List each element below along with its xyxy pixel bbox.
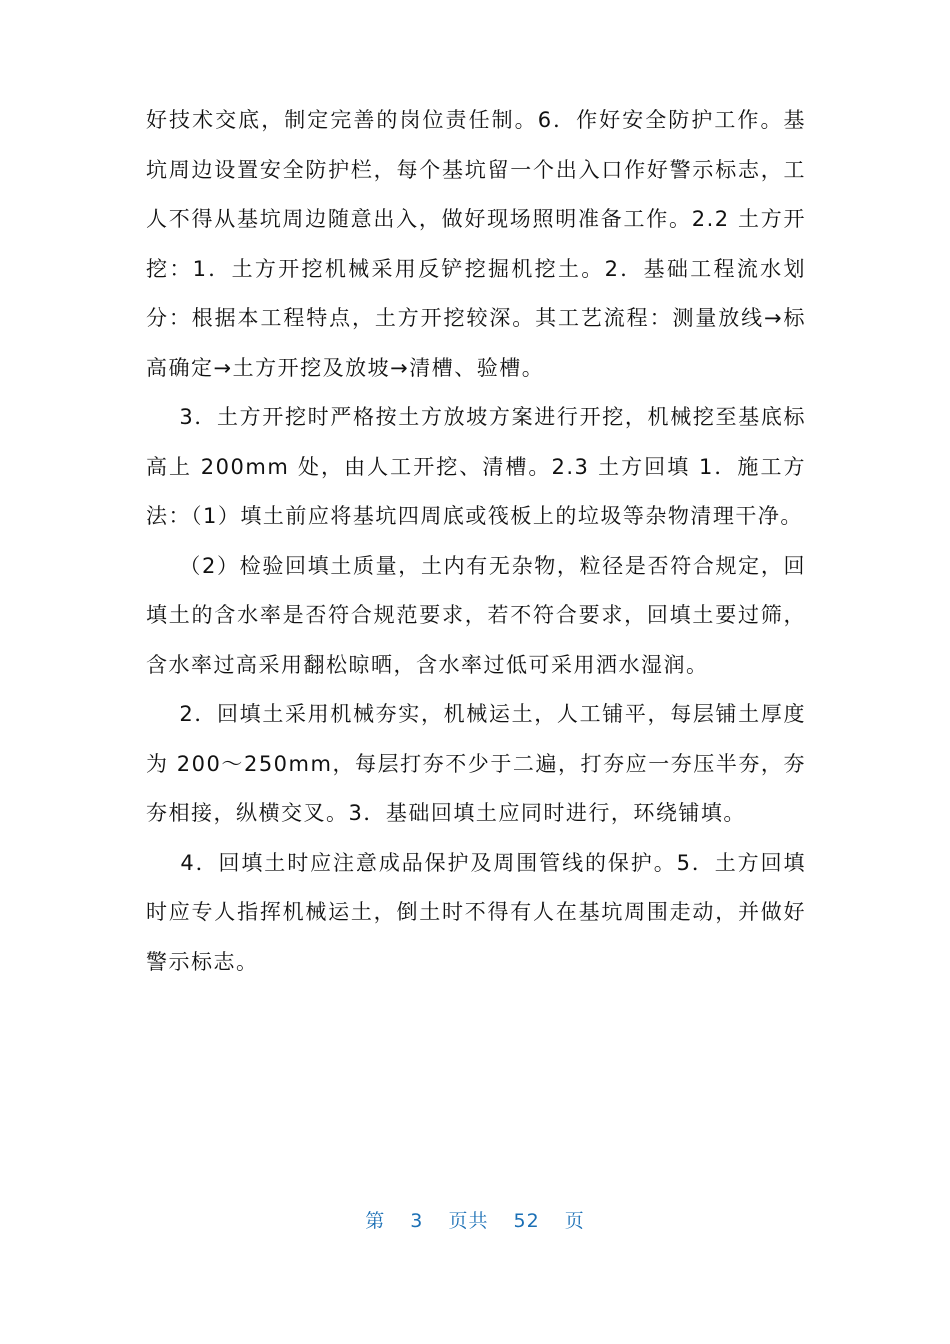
paragraph-4: 2．回填土采用机械夯实，机械运土，人工铺平，每层铺土厚度为 200～250mm，每层打夯不少于二遍，打夯应一夯压半夯，夯夯相接，纵横交叉。3．基础回填土应同时进行，环绕铺填。: [146, 702, 807, 825]
paragraph-3: （2）检验回填土质量，土内有无杂物，粒径是否符合规定，回填土的含水率是否符合规范要求，若不符合要求，回填土要过筛，含水率过高采用翻松晾晒，含水率过低可采用洒水湿润。: [146, 553, 807, 677]
paragraph-5: 4．回填土时应注意成品保护及周围管线的保护。5．土方回填时应专人指挥机械运土，倒土时不得有人在基坑周围走动，并做好警示标志。: [146, 850, 806, 974]
footer-suffix: 页: [564, 1210, 585, 1232]
page-footer: [0, 1206, 950, 1233]
paragraph-1: 好技术交底，制定完善的岗位责任制。6．作好安全防护工作。基坑周边设置安全防护栏，每个基坑留一个出入口作好警示标志，工人不得从基坑周边随意出入，做好现场照明准备工作。2.2 土方开挖：1．土方开挖机械采用反铲挖掘机挖土。2．基础工程流水划分：根据本工程特点，土方开挖较深。其工艺流程：测量放线→标高确定→土方开挖及放坡→清槽、验槽。: [146, 108, 806, 380]
document-body: [146, 96, 806, 987]
paragraph-2: 3．土方开挖时严格按土方放坡方案进行开挖，机械挖至基底标高上 200mm 处，由人工开挖、清槽。2.3 土方回填 1．施工方法：（1）填土前应将基坑四周底或筏板上的垃圾等杂物清理干净。: [146, 405, 807, 528]
footer-total-pages: 52: [513, 1210, 540, 1232]
footer-current-page: 3: [410, 1210, 424, 1232]
footer-middle: 页共: [448, 1210, 489, 1232]
footer-prefix: 第: [365, 1210, 386, 1232]
